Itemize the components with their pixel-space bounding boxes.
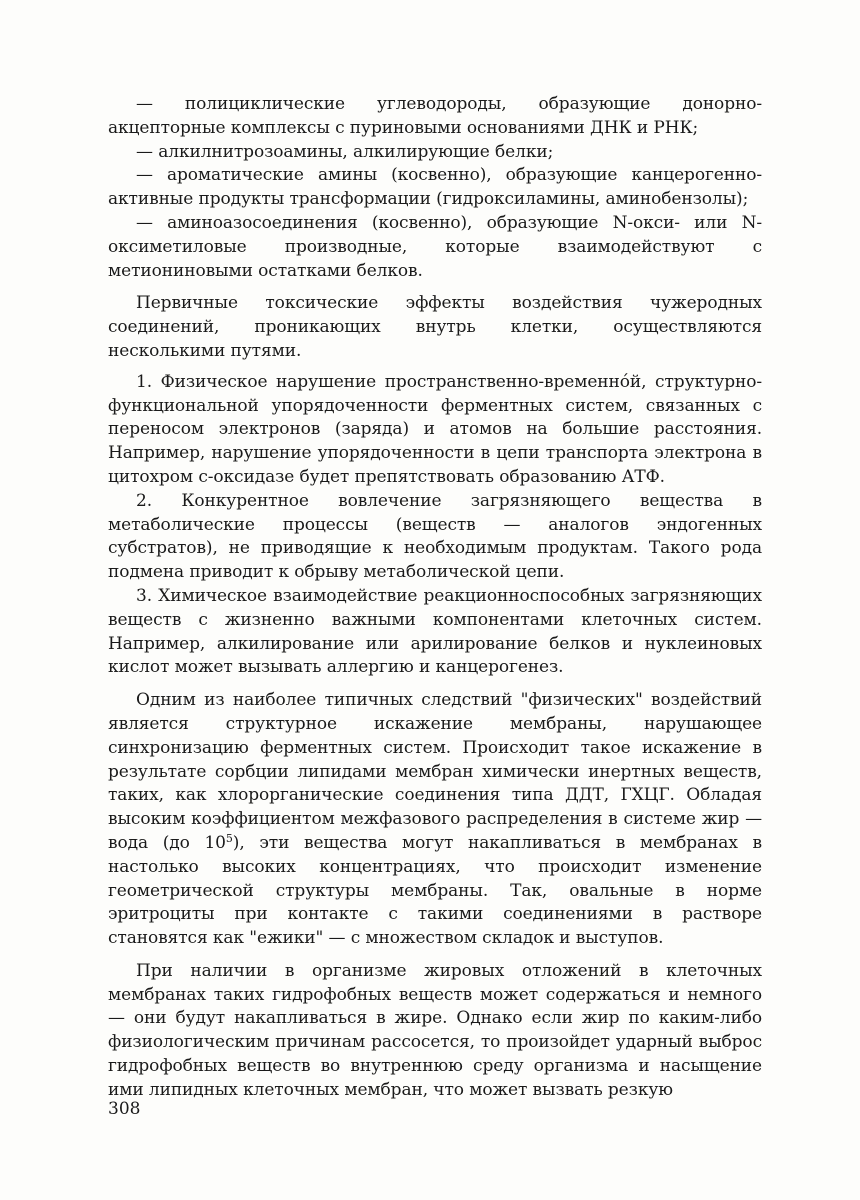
numbered-item: 1. Физическое нарушение пространственно-временнóй, структурно-функциональной упорядоченности ферментных систем, связанных с переносом электронов (заряда) и атомов на большие расстояния. Например, нарушение упорядоченности в цепи транспорта электрона в цитохром c-оксидазе будет препятствовать образованию АТФ. (108, 371, 762, 487)
paragraph-membrane-part-a: Одним из наиболее типичных следствий "физических" воздействий является структурное искажение мембраны, нарушающее синхронизацию ферментных систем. Происходит такое искажение в результате сорбции липидами мембран химически инертных веществ, таких, как хлорорганические соединения типа ДДТ, ГХЦГ. Обладая высоким коэффициентом межфазового распределения в системе жир — вода (до 10 (108, 690, 762, 853)
exponent: 5 (225, 831, 233, 845)
list-item: — аминоазосоединения (косвенно), образующие N-окси- или N-оксиметиловые производные, которые взаимодействуют с метиониновыми остатками белков. (108, 212, 762, 281)
numbered-item: 3. Химическое взаимодействие реакционноспособных загрязняющих веществ с жизненно важными компонентами клеточных систем. Например, алкилирование или арилирование белков и нуклеиновых кислот может вызывать аллергию и канцерогенез. (108, 585, 762, 678)
list-item: — алкилнитрозоамины, алкилирующие белки; (136, 141, 554, 162)
list-item: — ароматические амины (косвенно), образующие канцерогенно-активные продукты трансформации (гидроксиламины, аминобензолы); (108, 165, 762, 210)
list-item: — полициклические углеводороды, образующие донорно-акцепторные комплексы с пуриновыми основаниями ДНК и РНК; (108, 94, 762, 138)
paragraph-membrane (108, 689, 762, 951)
body-text (108, 93, 762, 1103)
page-number: 308 (108, 1099, 141, 1119)
intro-paragraph: Первичные токсические эффекты воздействия чужеродных соединений, проникающих внутрь клетки, осуществляются несколькими путями. (108, 293, 762, 361)
paragraph-fat: При наличии в организме жировых отложений в клеточных мембранах таких гидрофобных веществ может содержаться и немного — они будут накапливаться в жире. Однако если жир по каким-либо физиологическим причинам рассосется, то произойдет ударный выброс гидрофобных веществ во внутреннюю среду организма и насыщение ими липидных клеточных мембран, что может вызвать резкую (108, 960, 762, 1100)
paragraph-membrane-part-b: ), эти вещества могут накапливаться в мембранах в настолько высоких концентрациях, что происходит изменение геометрической структуры мембраны. Так, овальные в норме эритроциты при контакте с такими соединениями в растворе становятся как "ежики" — с множеством складок и выступов. (108, 832, 762, 949)
numbered-item: 2. Конкурентное вовлечение загрязняющего вещества в метаболические процессы (веществ — аналогов эндогенных субстратов), не приводящие к необходимым продуктам. Такого рода подмена приводит к обрыву метаболической цепи. (108, 490, 762, 583)
